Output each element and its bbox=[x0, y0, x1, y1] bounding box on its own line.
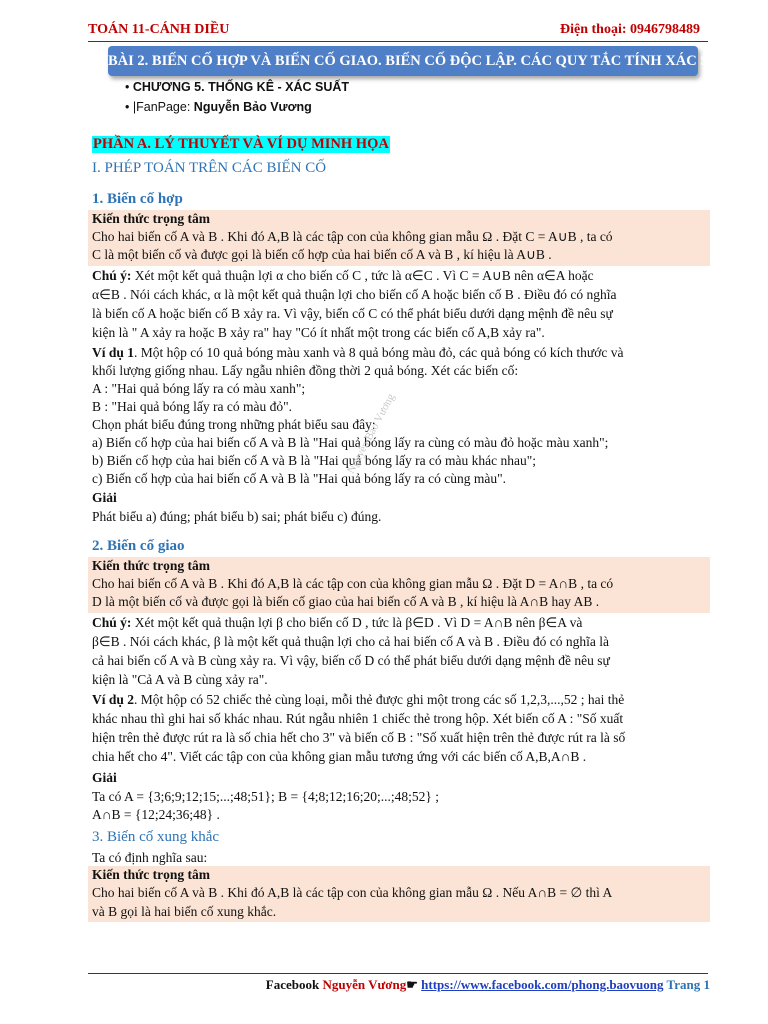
sub1-example-line5: Chọn phát biểu đúng trong những phát biểu sau đây: bbox=[92, 417, 376, 432]
sub1-note-label: Chú ý: bbox=[92, 268, 132, 283]
sub2-solution-label: Giải bbox=[92, 770, 117, 785]
chapter-bullet: • CHƯƠNG 5. THỐNG KÊ - XÁC SUẤT bbox=[125, 80, 350, 94]
footer-divider bbox=[88, 973, 708, 974]
sub3-def-line1: Cho hai biến cố A và B . Khi đó A,B là các tập con của không gian mẫu Ω . Nếu A∩B = ∅ thì A bbox=[92, 885, 613, 900]
sub3-key-label: Kiến thức trọng tâm bbox=[92, 867, 210, 882]
sub1-def-line2: C là một biến cố và được gọi là biến cố hợp của hai biến cố A và B , kí hiệu là A∪B . bbox=[92, 247, 552, 262]
footer-label: Facebook bbox=[265, 977, 323, 992]
header-divider bbox=[88, 41, 708, 42]
facebook-link[interactable]: https://www.facebook.com/phong.baovuong bbox=[421, 977, 664, 992]
sub1-example-line6: a) Biến cố hợp của hai biến cố A và B là "Hai quả bóng lấy ra cùng có màu đỏ hoặc màu xanh"; bbox=[92, 435, 609, 450]
sub2-note-line2: β∈B . Nói cách khác, β là một kết quả thuận lợi cho cả hai biến cố A và B . Điều đó có nghĩa là bbox=[92, 634, 610, 649]
sub1-note-line4: kiện là " A xảy ra hoặc B xảy ra" hay "Có ít nhất một trong các biến cố A,B xảy ra". bbox=[92, 325, 545, 340]
sub2-note-line1: Chú ý: Xét một kết quả thuận lợi β cho biến cố D , tức là β∈D . Vì D = A∩B nên β∈A và bbox=[92, 615, 583, 630]
sub2-def-line1: Cho hai biến cố A và B . Khi đó A,B là các tập con của không gian mẫu Ω . Đặt D = A∩B , ta có bbox=[92, 576, 614, 591]
page-number: Trang 1 bbox=[663, 977, 710, 992]
sub1-def-line1: Cho hai biến cố A và B . Khi đó A,B là các tập con của không gian mẫu Ω . Đặt C = A∪B , ta có bbox=[92, 229, 613, 244]
sub2-solution-line2: A∩B = {12;24;36;48} . bbox=[92, 807, 220, 822]
fanpage-bullet: • |FanPage: Nguyễn Bảo Vương bbox=[125, 100, 312, 114]
sub1-example-line2: khối lượng giống nhau. Lấy ngẫu nhiên đồng thời 2 quả bóng. Xét các biến cố: bbox=[92, 363, 519, 378]
sub1-example-label: Ví dụ 1 bbox=[92, 345, 135, 360]
footer-author: Nguyễn Vương bbox=[322, 977, 407, 992]
sub2-example-label: Ví dụ 2 bbox=[92, 692, 135, 707]
sub3-def-line2: và B gọi là hai biến cố xung khắc. bbox=[92, 904, 277, 919]
lesson-title-banner: BÀI 2. BIẾN CỐ HỢP VÀ BIẾN CỐ GIAO. BIẾN CỐ ĐỘC LẬP. CÁC QUY TẮC TÍNH XÁC SUẤT bbox=[108, 46, 698, 76]
sub3-intro: Ta có định nghĩa sau: bbox=[92, 850, 208, 865]
sub1-example-line4: B : "Hai quả bóng lấy ra có màu đỏ". bbox=[92, 399, 292, 414]
sub2-note-line3: cả hai biến cố A và B cùng xảy ra. Vì vậy, biến cố D có thể phát biểu dưới dạng mệnh đề nêu sự bbox=[92, 653, 610, 668]
watermark: Nguyễn Bảo Vương bbox=[345, 391, 398, 476]
footer bbox=[266, 977, 710, 993]
part-a-title: PHẦN A. LÝ THUYẾT VÀ VÍ DỤ MINH HỌA bbox=[93, 136, 389, 152]
sub2-key-label: Kiến thức trọng tâm bbox=[92, 558, 210, 573]
chapter-label: CHƯƠNG 5. THỐNG KÊ - XÁC SUẤT bbox=[132, 80, 350, 94]
header-phone: Điện thoại: 0946798489 bbox=[560, 22, 700, 37]
fanpage-prefix: |FanPage: bbox=[132, 100, 194, 114]
sub1-note-line1: Chú ý: Xét một kết quả thuận lợi α cho biến cố C , tức là α∈C . Vì C = A∪B nên α∈A hoặc bbox=[92, 268, 594, 283]
sub1-example-line3: A : "Hai quả bóng lấy ra có màu xanh"; bbox=[92, 381, 306, 396]
sub2-example-line2: khác nhau thì ghi hai số khác nhau. Rút ngẫu nhiên 1 chiếc thẻ trong hộp. Xét biến cố A : "Số xuất bbox=[92, 711, 624, 726]
header-subject: TOÁN 11-CÁNH DIỀU bbox=[88, 22, 230, 37]
sub2-title: 2. Biến cố giao bbox=[92, 538, 185, 554]
sub2-solution-line1: Ta có A = {3;6;9;12;15;...;48;51}; B = {4;8;12;16;20;...;48;52} ; bbox=[92, 789, 439, 804]
sub1-note-line2: α∈B . Nói cách khác, α là một kết quả thuận lợi cho biến cố A hoặc biến cố B . Điều đó có nghĩa bbox=[92, 287, 617, 302]
sub1-key-label: Kiến thức trọng tâm bbox=[92, 211, 210, 226]
sub1-note-line3: là biến cố A hoặc biến cố B xảy ra. Vì vậy, biến cố C có thể phát biểu dưới dạng mệnh đề nêu sự bbox=[92, 306, 613, 321]
sub2-note-line4: kiện là "Cả A và B cùng xảy ra". bbox=[92, 672, 268, 687]
pointing-hand-icon: ☛ bbox=[406, 977, 422, 992]
sub2-def-line2: D là một biến cố và được gọi là biến cố giao của hai biến cố A và B , kí hiệu là A∩B hay AB . bbox=[92, 594, 600, 609]
sub1-solution-label: Giải bbox=[92, 490, 117, 505]
sub2-note-label: Chú ý: bbox=[92, 615, 132, 630]
sub2-example-line3: hiện trên thẻ được rút ra là số chia hết cho 3" và biến cố B : "Số xuất hiện trên thẻ được rút ra là số bbox=[92, 730, 626, 745]
sub1-example-line7: b) Biến cố hợp của hai biến cố A và B là "Hai quả bóng lấy ra có màu khác nhau"; bbox=[92, 453, 537, 468]
sub2-example-line1: Ví dụ 2. Một hộp có 52 chiếc thẻ cùng loại, mỗi thẻ được ghi một trong các số 1,2,3,...,52 ; hai thẻ bbox=[92, 692, 625, 707]
sub1-title: 1. Biến cố hợp bbox=[92, 191, 183, 207]
sub2-example-line4: chia hết cho 4". Viết các tập con của không gian mẫu tương ứng với các biến cố A,B,A∩B . bbox=[92, 749, 587, 764]
sub1-example-line1: Ví dụ 1. Một hộp có 10 quả bóng màu xanh và 8 quả bóng màu đỏ, các quả bóng có kích thước và bbox=[92, 345, 624, 360]
sub1-solution-line1: Phát biểu a) đúng; phát biểu b) sai; phát biểu c) đúng. bbox=[92, 509, 382, 524]
section-title: I. PHÉP TOÁN TRÊN CÁC BIẾN CỐ bbox=[92, 160, 327, 176]
sub3-title: 3. Biến cố xung khắc bbox=[92, 829, 220, 845]
sub1-example-line8: c) Biến cố hợp của hai biến cố A và B là "Hai quả bóng lấy ra có cùng màu". bbox=[92, 471, 507, 486]
fanpage-name: Nguyễn Bảo Vương bbox=[193, 100, 312, 114]
